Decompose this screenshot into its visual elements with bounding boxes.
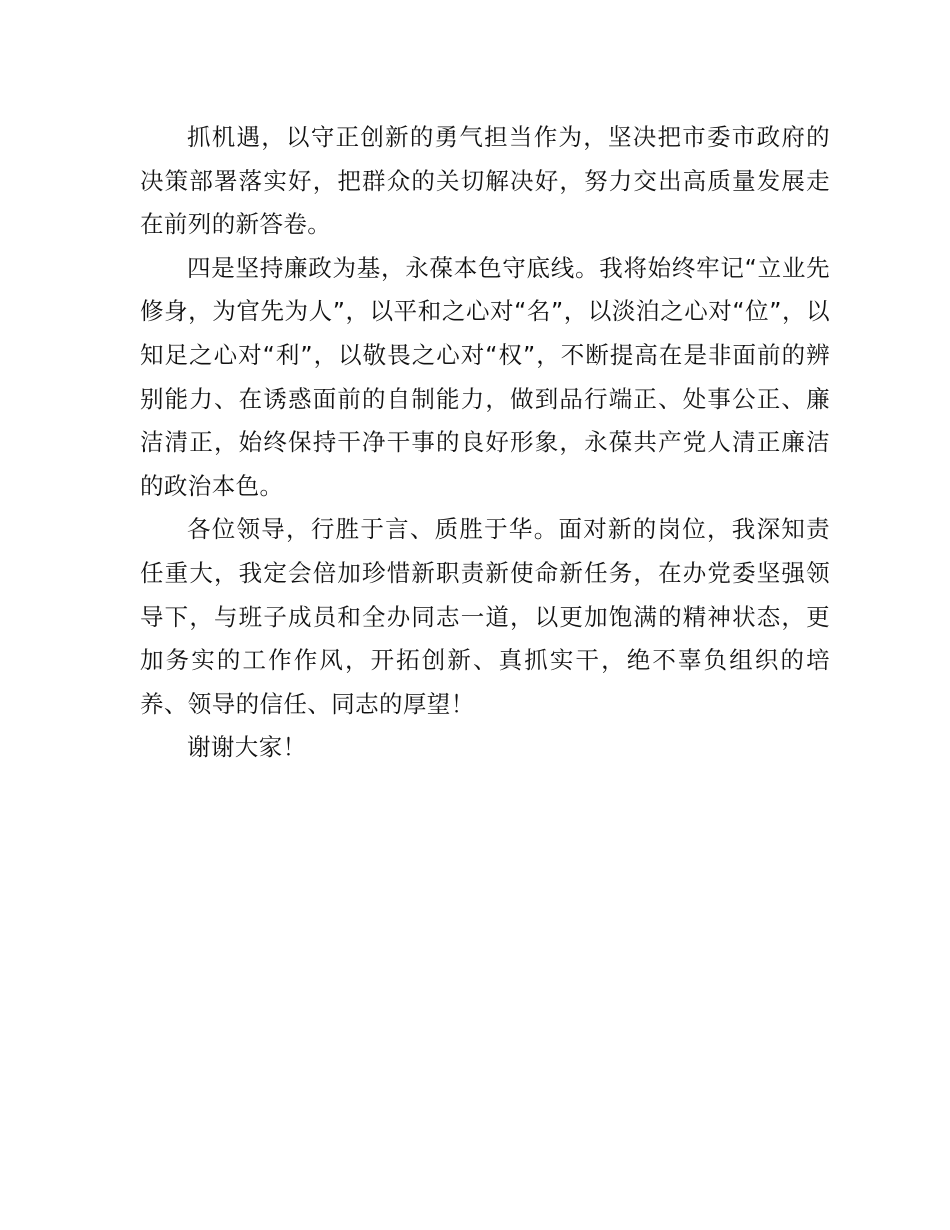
document-body: [140, 116, 830, 770]
paragraph-integrity: 四是坚持廉政为基，永葆本色守底线。我将始终牢记“立业先修身，为官先为人”，以平和之心对“名”，以淡泊之心对“位”，以知足之心对“利”，以敬畏之心对“权”，不断提高在是非面前的辨别能力、在诱惑面前的自制能力，做到品行端正、处事公正、廉洁清正，始终保持干净干事的良好形象，永葆共产党人清正廉洁的政治本色。: [140, 253, 830, 500]
paragraph-pledge: 各位领导，行胜于言、质胜于华。面对新的岗位，我深知责任重大，我定会倍加珍惜新职责新使命新任务，在办党委坚强领导下，与班子成员和全办同志一道，以更加饱满的精神状态，更加务实的工作作风，开拓创新、真抓实干，绝不辜负组织的培养、领导的信任、同志的厚望！: [140, 515, 830, 718]
paragraph-closing-commitment: 抓机遇，以守正创新的勇气担当作为，坚决把市委市政府的决策部署落实好，把群众的关切解决好，努力交出高质量发展走在前列的新答卷。: [140, 123, 830, 239]
paragraph-thanks: 谢谢大家！: [187, 733, 307, 762]
